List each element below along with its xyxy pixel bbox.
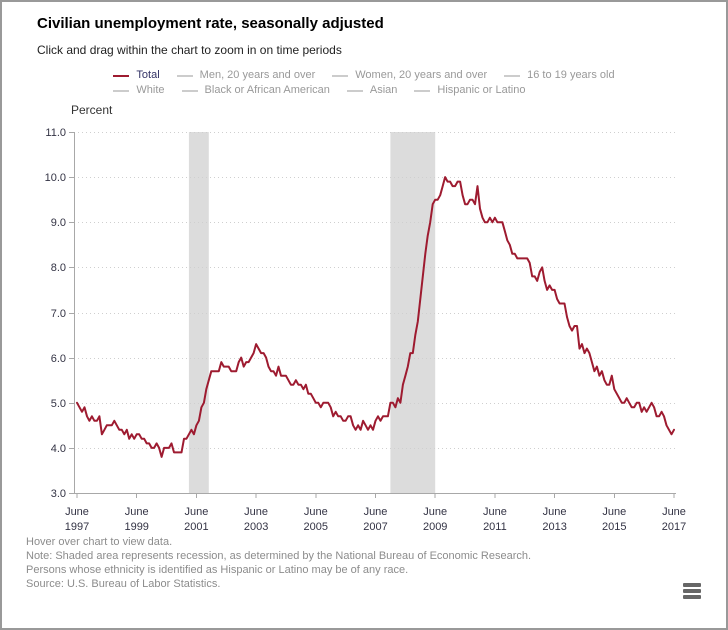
footer-ethnicity-note: Persons whose ethnicity is identified as Hispanic or Latino may be of any race.: [26, 564, 409, 576]
x-tick-label: 1999: [124, 521, 149, 533]
x-tick-label: June: [542, 506, 567, 518]
x-tick-label: June: [423, 506, 448, 518]
x-tick-label: 2013: [542, 521, 567, 533]
chart-subtitle: Click and drag within the chart to zoom in on time periods: [37, 43, 342, 57]
footnotes: [26, 535, 531, 591]
x-tick-label: June: [482, 506, 507, 518]
legend-item-label: Asian: [369, 84, 398, 96]
legend-item-label: Hispanic or Latino: [437, 84, 526, 96]
footer-recession-note: Note: Shaded area represents recession, as determined by the National Bureau of Economic Research.: [26, 550, 532, 562]
x-tick-label: 2017: [661, 521, 687, 533]
y-tick-label: 10.0: [44, 172, 66, 184]
legend-item-label: Black or African American: [204, 84, 330, 96]
x-tick-label: 2007: [363, 521, 388, 533]
y-tick-label: 3.0: [50, 488, 66, 500]
x-tick-label: June: [244, 506, 269, 518]
x-tick-label: 2015: [602, 521, 627, 533]
hamburger-menu-icon: [683, 583, 701, 599]
legend-item-label: Total: [136, 69, 160, 81]
x-tick-label: June: [363, 506, 388, 518]
page-title: Civilian unemployment rate, seasonally adjusted: [37, 15, 384, 32]
footer-source: Source: U.S. Bureau of Labor Statistics.: [26, 578, 221, 590]
recession-band: [189, 132, 209, 493]
legend-item-label: Men, 20 years and over: [199, 69, 316, 81]
series-line-total: [77, 177, 674, 457]
y-tick-label: 8.0: [50, 262, 66, 274]
x-tick-label: June: [124, 506, 149, 518]
x-tick-label: June: [303, 506, 328, 518]
recession-band: [390, 132, 435, 493]
footer-hover-note: Hover over chart to view data.: [26, 536, 173, 548]
y-tick-label: 6.0: [50, 353, 66, 365]
x-tick-label: June: [65, 506, 89, 518]
x-tick-label: 2011: [483, 521, 507, 533]
chart-menu-button[interactable]: [681, 581, 703, 601]
y-axis-title: Percent: [71, 103, 113, 117]
x-tick-label: June: [662, 506, 686, 518]
legend-item-label: Women, 20 years and over: [355, 69, 488, 81]
x-tick-label: 2001: [184, 521, 209, 533]
legend-item-label: 16 to 19 years old: [527, 69, 615, 81]
x-tick-label: 1997: [64, 521, 90, 533]
y-tick-label: 7.0: [50, 308, 66, 320]
y-tick-label: 11.0: [45, 127, 66, 139]
y-tick-label: 5.0: [50, 398, 66, 410]
legend-item-label: White: [136, 84, 165, 96]
x-tick-label: 2005: [303, 521, 329, 533]
x-tick-label: June: [184, 506, 209, 518]
y-tick-label: 4.0: [50, 443, 66, 455]
y-tick-label: 9.0: [50, 217, 66, 229]
x-tick-label: 2009: [422, 521, 448, 533]
x-tick-label: June: [602, 506, 627, 518]
x-tick-label: 2003: [243, 521, 269, 533]
